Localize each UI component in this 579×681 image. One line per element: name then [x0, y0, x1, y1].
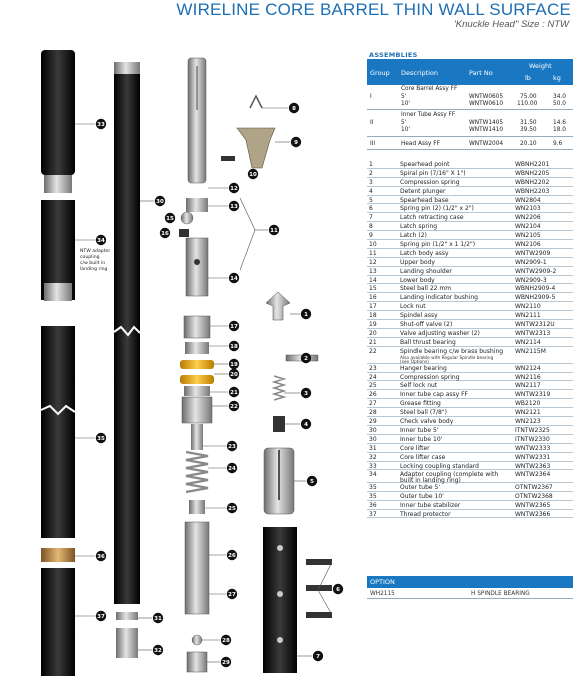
compression-spring-24	[186, 452, 208, 492]
parts-num: 4	[369, 187, 373, 195]
col-lb: lb	[525, 74, 531, 82]
assemblies-label: ASSEMBLIES	[369, 51, 418, 59]
parts-code: OTNTW2368	[515, 492, 553, 500]
svg-text:26: 26	[228, 553, 236, 559]
callout-23	[227, 441, 237, 451]
parts-num: 20	[369, 329, 377, 337]
parts-desc: Core lifter	[400, 444, 430, 452]
option-header: OPTION	[367, 576, 573, 588]
svg-text:34: 34	[97, 238, 105, 244]
parts-num: 12	[369, 258, 377, 266]
callout-2	[301, 353, 311, 363]
svg-text:35: 35	[97, 436, 105, 442]
lower-body	[186, 238, 208, 296]
spring-pin-10	[221, 156, 235, 161]
parts-desc: Grease fitting	[400, 400, 441, 408]
parts-num: 10	[369, 241, 377, 249]
svg-text:17: 17	[230, 324, 238, 330]
parts-code: WN2116	[515, 373, 541, 381]
callout-26	[227, 550, 237, 560]
steel-ball-78	[192, 635, 202, 645]
check-valve-body	[187, 652, 207, 672]
parts-desc: Landing indicator bushing	[400, 294, 478, 302]
parts-desc: Latch retracting case	[400, 214, 464, 222]
parts-desc: Lower body	[400, 276, 435, 284]
parts-desc: Steel ball 22 mm	[400, 285, 452, 293]
latch-spring	[250, 96, 262, 108]
parts-desc: Spearhead point	[400, 161, 450, 168]
parts-num: 33	[369, 462, 377, 470]
assembly-row-iii: III Head Assy FF WNTW2004 20.10 9.6	[367, 139, 573, 150]
parts-code: ITNTW2325	[515, 426, 550, 434]
parts-num: 6	[369, 205, 373, 213]
parts-code: WBNH2203	[515, 187, 550, 195]
parts-num: 27	[369, 400, 377, 408]
svg-text:4: 4	[304, 422, 308, 428]
parts-code: WN2804	[515, 196, 541, 204]
parts-num: 21	[369, 338, 377, 346]
callout-32	[153, 645, 163, 655]
parts-desc: Compression spring	[400, 178, 460, 186]
parts-desc: Core lifter case	[400, 453, 446, 461]
svg-text:9: 9	[294, 140, 298, 146]
parts-num: 14	[369, 276, 377, 284]
parts-row	[367, 196, 573, 205]
svg-text:18: 18	[230, 344, 238, 350]
shut-off-valve	[180, 360, 214, 384]
outer-tube	[41, 326, 75, 538]
page-subtitle: 'Knuckle Head" Size : NTW	[453, 19, 569, 30]
parts-num: 9	[369, 232, 373, 240]
svg-text:25: 25	[228, 506, 236, 512]
parts-row	[367, 160, 573, 169]
parts-row	[367, 187, 573, 196]
self-lock-nut	[189, 500, 205, 514]
detent-plunger	[273, 416, 285, 432]
parts-num: 22	[369, 347, 377, 355]
svg-text:5: 5	[310, 479, 314, 485]
parts-list	[367, 160, 573, 518]
callout-10	[248, 169, 258, 179]
parts-code: WNTW2312U	[515, 321, 555, 329]
parts-row	[367, 338, 573, 347]
parts-num: 32	[369, 453, 377, 461]
parts-desc: Thread protector	[400, 510, 451, 518]
parts-num: 28	[369, 409, 377, 417]
parts-code: WNTW2331	[515, 453, 551, 461]
parts-row	[367, 426, 573, 435]
callout-14	[229, 273, 239, 283]
parts-row	[367, 222, 573, 231]
callout-30	[155, 196, 165, 206]
parts-desc: Locking coupling standard	[400, 462, 479, 470]
svg-text:23: 23	[228, 444, 236, 450]
parts-desc: Check valve body	[400, 418, 454, 426]
col-kg: kg	[553, 74, 561, 82]
svg-text:31: 31	[154, 616, 162, 622]
parts-row	[367, 284, 573, 293]
parts-row	[367, 364, 573, 373]
svg-text:3: 3	[304, 391, 308, 397]
parts-desc: Spring pin (1/2" x 1 1/2")	[400, 241, 476, 249]
svg-text:32: 32	[154, 648, 162, 654]
lock-nut	[184, 316, 210, 338]
callout-29	[221, 657, 231, 667]
svg-text:37: 37	[97, 614, 105, 620]
parts-row	[367, 276, 573, 285]
inner-tube	[114, 62, 140, 604]
parts-num: 13	[369, 267, 377, 275]
parts-code: WN2206	[515, 214, 541, 222]
parts-desc: Steel ball (7/8")	[400, 409, 447, 417]
parts-code: ITNTW2330	[515, 435, 550, 443]
parts-code: WN2103	[515, 205, 541, 213]
callout-20	[229, 369, 239, 379]
parts-desc: Inner tube cap assy FF	[400, 391, 468, 399]
callout-13	[229, 201, 239, 211]
svg-text:2: 2	[304, 356, 308, 362]
parts-desc: Adaptor coupling (complete with	[400, 471, 499, 479]
parts-desc: Shut-off valve (2)	[400, 321, 453, 329]
core-lifter-case	[116, 628, 138, 658]
svg-text:13: 13	[230, 204, 238, 210]
parts-desc: Inner tube 10'	[400, 435, 443, 443]
parts-num: 2	[369, 169, 373, 177]
parts-row	[367, 483, 573, 492]
parts-desc: Valve adjusting washer (2)	[400, 329, 480, 337]
callout-16	[160, 228, 170, 238]
parts-desc: Upper body	[400, 258, 435, 266]
parts-row	[367, 492, 573, 501]
svg-text:6: 6	[336, 587, 340, 593]
parts-num: 17	[369, 303, 377, 311]
svg-text:21: 21	[230, 390, 238, 396]
svg-text:27: 27	[228, 592, 236, 598]
callout-1	[301, 309, 311, 319]
parts-row	[367, 267, 573, 276]
callout-28	[221, 635, 231, 645]
parts-code: WN2110	[515, 303, 541, 311]
parts-code: WN2121	[515, 409, 541, 417]
parts-desc: Spindle bearing c/w brass bushing	[400, 347, 504, 355]
svg-text:19: 19	[230, 362, 238, 368]
latch-pair	[237, 128, 275, 168]
locking-coupling	[41, 50, 75, 193]
parts-code: OTNTW2367	[515, 483, 553, 491]
option-row	[367, 589, 573, 599]
parts-code: WNTW2365	[515, 501, 551, 509]
parts-desc: Compression spring	[400, 373, 460, 381]
parts-code: WN2111	[515, 312, 541, 320]
parts-num: 26	[369, 391, 377, 399]
callout-33	[96, 119, 106, 129]
parts-desc: Hanger bearing	[400, 364, 447, 372]
svg-text:c/w built in: c/w built in	[80, 261, 106, 266]
parts-code: WBNH2909-4	[515, 285, 556, 293]
parts-row	[367, 311, 573, 320]
callout-4	[301, 419, 311, 429]
parts-note-2: (see Options)	[400, 359, 429, 365]
parts-num: 19	[369, 321, 377, 329]
latch-retracting-case	[263, 527, 297, 673]
callout-3	[301, 388, 311, 398]
parts-row	[367, 501, 573, 510]
parts-row	[367, 329, 573, 338]
svg-text:landing ring: landing ring	[80, 267, 108, 272]
spearhead-point-shaft	[188, 58, 206, 183]
parts-row	[367, 462, 573, 471]
col-description: Description	[401, 69, 439, 77]
parts-code: WN2124	[515, 364, 541, 372]
svg-text:11: 11	[270, 228, 278, 234]
parts-row	[367, 453, 573, 462]
spearhead-base	[264, 448, 294, 514]
parts-code: WBNH2201	[515, 161, 550, 168]
parts-code: WBNH2205	[515, 169, 550, 177]
parts-num: 29	[369, 418, 377, 426]
parts-num: 7	[369, 214, 373, 222]
parts-row	[367, 204, 573, 213]
core-lifter	[116, 612, 138, 620]
option-code: WH2115	[370, 591, 395, 597]
parts-desc: Spindel assy	[400, 312, 438, 320]
parts-desc: Outer tube 10'	[400, 492, 444, 500]
parts-code: WN2117	[515, 382, 541, 390]
assembly-row-i: I Core Barrel Assy FF 5' WNTW0605 75.00 34.0 10' WNTW0610 110.00 50.0	[367, 86, 573, 110]
parts-row	[367, 399, 573, 408]
svg-text:30: 30	[156, 199, 164, 205]
option-desc: H SPINDLE BEARING	[471, 591, 530, 597]
hanger-bearing	[191, 424, 203, 450]
callout-15	[165, 213, 175, 223]
callout-12	[229, 183, 239, 193]
callout-21	[229, 387, 239, 397]
callout-8	[289, 103, 299, 113]
callout-11	[269, 225, 279, 235]
parts-code: WNTW2364	[515, 471, 551, 479]
callout-17	[229, 321, 239, 331]
parts-num: 3	[369, 178, 373, 186]
parts-num: 25	[369, 382, 377, 390]
svg-text:20: 20	[230, 372, 238, 378]
compression-spring-3	[274, 376, 284, 400]
callout-34	[96, 235, 106, 245]
spindle-assy	[185, 342, 209, 354]
parts-desc: Landing shoulder	[400, 267, 452, 275]
steel-ball-22	[181, 212, 193, 224]
svg-text:28: 28	[222, 638, 230, 644]
parts-row	[367, 408, 573, 417]
svg-text:33: 33	[97, 122, 105, 128]
parts-row	[367, 373, 573, 382]
parts-row	[367, 320, 573, 329]
parts-code: WN2909-1	[515, 258, 547, 266]
parts-code: WNTW2909	[515, 249, 551, 257]
parts-code: WNTW2333	[515, 444, 551, 452]
landing-shoulder	[186, 198, 208, 212]
parts-num: 37	[369, 510, 377, 518]
svg-text:15: 15	[166, 216, 174, 222]
svg-text:22: 22	[230, 404, 238, 410]
parts-row	[367, 302, 573, 311]
parts-desc: Outer tube 5'	[400, 483, 440, 491]
page-title: WIRELINE CORE BARREL THIN WALL SURFACE	[176, 0, 571, 19]
parts-num: 18	[369, 312, 377, 320]
assembly-row-ii: II Inner Tube Assy FF 5' WNTW1405 31.50 14.6 10' WNTW1410 39.50 18.0	[367, 112, 573, 137]
callout-36	[96, 551, 106, 561]
svg-text:10: 10	[249, 172, 257, 178]
parts-row	[367, 510, 573, 519]
assemblies-header	[367, 59, 573, 85]
parts-desc: Self lock nut	[400, 382, 438, 390]
parts-code: WN2115M	[515, 347, 546, 355]
parts-num: 34	[369, 471, 377, 479]
parts-row	[367, 240, 573, 249]
parts-row	[367, 347, 573, 364]
callout-18	[229, 341, 239, 351]
parts-row	[367, 435, 573, 444]
inner-tube-cap	[185, 522, 209, 614]
parts-desc: Detent plunger	[400, 187, 446, 195]
inner-tube-stabilizer	[41, 548, 75, 562]
parts-num: 35	[369, 492, 377, 500]
parts-num: 8	[369, 223, 373, 231]
callout-37	[96, 611, 106, 621]
parts-row	[367, 231, 573, 240]
col-weight: Weight	[529, 62, 552, 70]
parts-desc: Spiral pin (7/16" X 1")	[400, 169, 466, 177]
landing-indicator-bushing	[179, 229, 189, 237]
thread-protector-outer	[41, 568, 75, 676]
adapter-coupling-note	[80, 248, 110, 272]
parts-desc-line2: built in landing ring)	[400, 476, 461, 484]
parts-desc: Spearhead base	[400, 196, 449, 204]
parts-num: 1	[369, 161, 373, 168]
parts-code: WN2123	[515, 418, 541, 426]
parts-row	[367, 169, 573, 178]
parts-row	[367, 381, 573, 390]
svg-text:14: 14	[230, 276, 238, 282]
svg-text:1: 1	[304, 312, 308, 318]
parts-num: 30	[369, 426, 377, 434]
parts-row	[367, 417, 573, 426]
parts-num: 5	[369, 196, 373, 204]
spearhead-point	[266, 292, 290, 320]
parts-row	[367, 249, 573, 258]
col-part-no: Part No	[469, 69, 493, 77]
callout-25	[227, 503, 237, 513]
parts-code: WNTW2319	[515, 391, 551, 399]
parts-num: 24	[369, 373, 377, 381]
callout-6	[333, 584, 343, 594]
parts-code: WN2106	[515, 241, 541, 249]
parts-row	[367, 470, 573, 483]
parts-code: WNTW2909-2	[515, 267, 557, 275]
callout-22	[229, 401, 239, 411]
parts-desc: Spring pin (2) (1/2" x 2")	[400, 205, 474, 213]
svg-text:7: 7	[316, 654, 320, 660]
parts-desc: Lock nut	[400, 303, 426, 311]
parts-row	[367, 258, 573, 267]
parts-num: 31	[369, 444, 377, 452]
callout-7	[313, 651, 323, 661]
spindle-bearing	[182, 397, 212, 423]
callout-35	[96, 433, 106, 443]
parts-row	[367, 213, 573, 222]
parts-num: 16	[369, 294, 377, 302]
parts-code: WBNH2202	[515, 178, 550, 186]
svg-text:29: 29	[222, 660, 230, 666]
svg-text:12: 12	[230, 186, 238, 192]
parts-code: WNTW2363	[515, 462, 551, 470]
exploded-parts-diagram	[0, 30, 360, 681]
parts-desc: Latch (2)	[400, 232, 427, 240]
col-group: Group	[370, 69, 390, 77]
svg-text:24: 24	[228, 466, 236, 472]
svg-text:NTW adapter: NTW adapter	[80, 249, 111, 254]
parts-row	[367, 444, 573, 453]
svg-text:36: 36	[97, 554, 105, 560]
parts-row	[367, 390, 573, 399]
callout-5	[307, 476, 317, 486]
callout-19	[229, 359, 239, 369]
parts-num: 35	[369, 483, 377, 491]
parts-desc: Inner tube stabilizer	[400, 501, 461, 509]
parts-num: 15	[369, 285, 377, 293]
parts-desc: Latch body assy	[400, 249, 449, 257]
parts-code: WNTW2366	[515, 510, 551, 518]
parts-num: 23	[369, 364, 377, 372]
parts-desc: Latch spring	[400, 223, 438, 231]
parts-code: WN2909-3	[515, 276, 547, 284]
callout-9	[291, 137, 301, 147]
parts-code: WB2120	[515, 400, 541, 408]
parts-code: WBNH2909-5	[515, 294, 556, 302]
parts-row	[367, 178, 573, 187]
parts-code: WN2105	[515, 232, 541, 240]
parts-desc: Ball thrust bearing	[400, 338, 456, 346]
callout-24	[227, 463, 237, 473]
parts-num: 36	[369, 501, 377, 509]
parts-code: WN2114	[515, 338, 541, 346]
parts-row	[367, 293, 573, 302]
parts-code: WNTW2313	[515, 329, 551, 337]
ball-thrust-bearing	[184, 386, 210, 396]
svg-text:8: 8	[292, 106, 296, 112]
svg-text:16: 16	[161, 231, 169, 237]
parts-desc: Inner tube 5'	[400, 426, 439, 434]
parts-code: WN2104	[515, 223, 541, 231]
parts-num: 11	[369, 249, 377, 257]
callout-31	[153, 613, 163, 623]
adapter-coupling	[41, 200, 75, 301]
parts-num: 30	[369, 435, 377, 443]
svg-text:coupling: coupling	[80, 255, 100, 260]
parts-note: Also available with Regular Spindle bearing	[400, 355, 494, 361]
callout-27	[227, 589, 237, 599]
